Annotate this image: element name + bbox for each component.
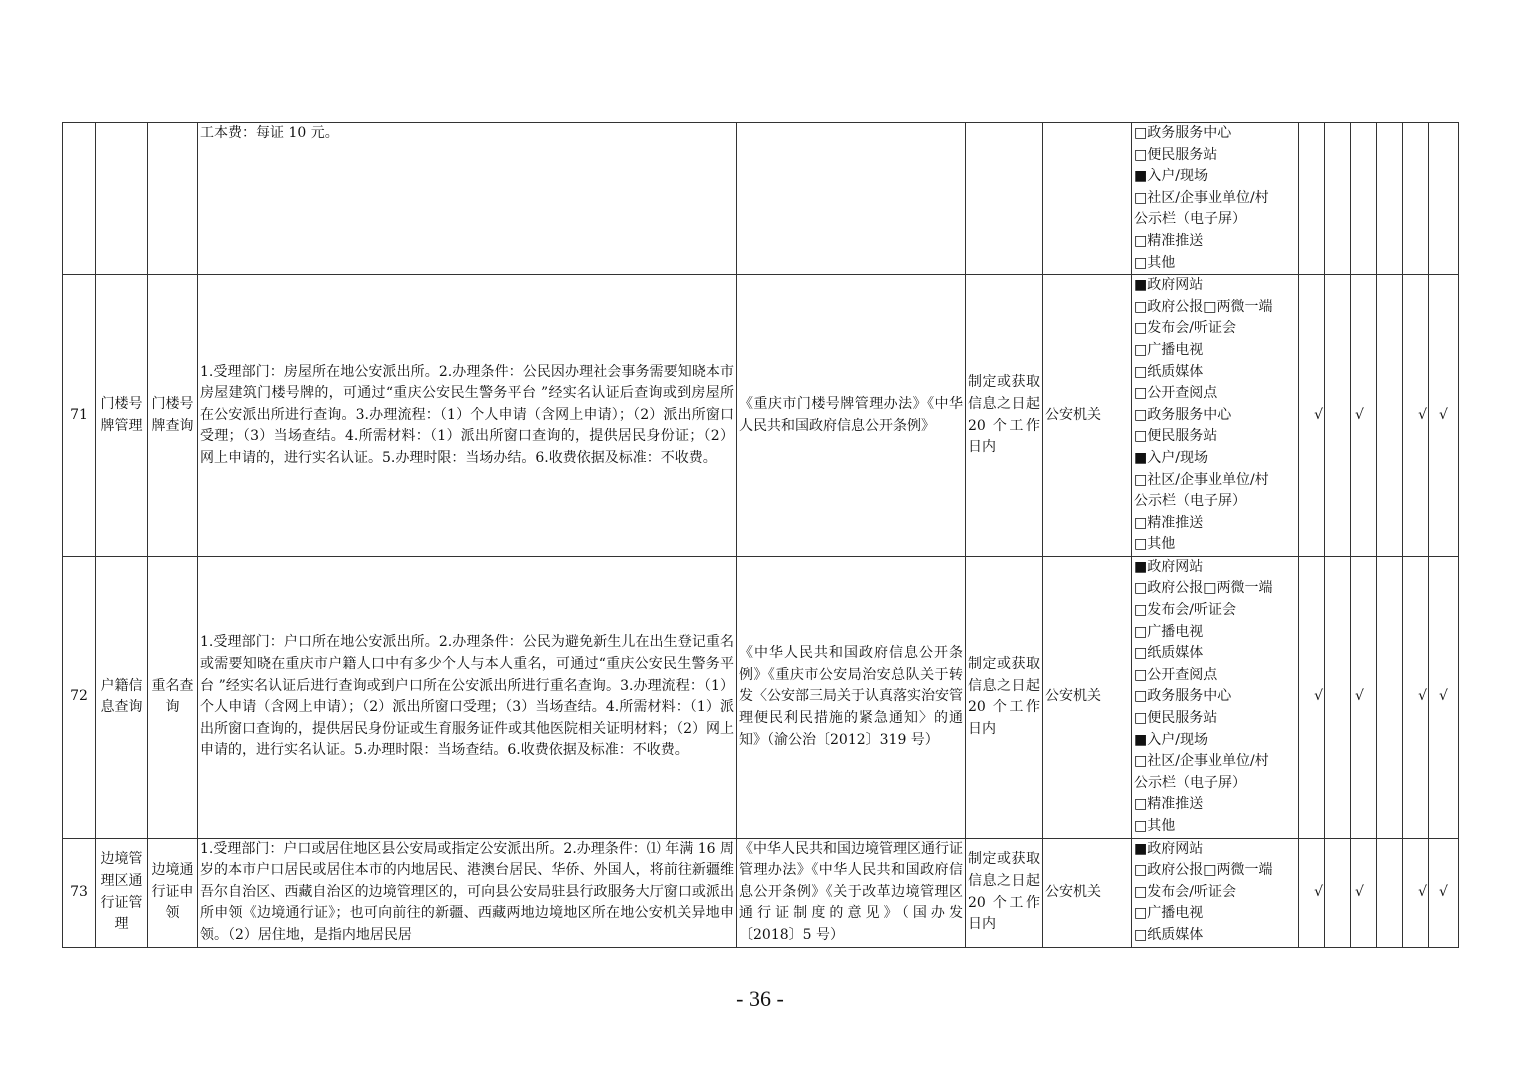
check-mark: √ xyxy=(1299,275,1325,557)
channel-item: ■政府网站 xyxy=(1134,558,1204,575)
disclosure-time-limit xyxy=(966,123,1043,275)
disclosure-subject xyxy=(1043,123,1132,275)
channel-item: 公示栏（电子屏） xyxy=(1134,774,1246,791)
channel-item: □纸质媒体 xyxy=(1134,363,1204,380)
table-row xyxy=(63,838,1459,947)
channel-item: □其他 xyxy=(1134,818,1176,834)
channel-item: □社区/企事业单位/村 xyxy=(1134,753,1269,770)
disclosure-time-limit: 制定或获取信息之日起 20 个工作日内 xyxy=(966,838,1043,947)
sub-item-name xyxy=(148,123,198,275)
channel-item: □便民服务站 xyxy=(1134,146,1218,163)
channel-item: □其他 xyxy=(1134,254,1176,271)
check-mark xyxy=(1351,123,1377,275)
check-mark: √ xyxy=(1351,275,1377,557)
disclosure-time-limit: 制定或获取信息之日起 20 个工作日内 xyxy=(966,556,1043,838)
check-mark: √ xyxy=(1351,556,1377,838)
channel-item: □纸质媒体 xyxy=(1134,926,1204,943)
channel-item: □社区/企事业单位/村 xyxy=(1134,189,1269,206)
channel-item: □便民服务站 xyxy=(1134,428,1218,445)
check-mark: √ xyxy=(1429,838,1459,947)
channel-item: □政府公报□两微一端 xyxy=(1134,862,1273,879)
table-row xyxy=(63,556,1459,838)
channel-item: □广播电视 xyxy=(1134,341,1204,358)
channel-item: □政务服务中心 xyxy=(1134,688,1232,705)
channel-item: □社区/企事业单位/村 xyxy=(1134,471,1269,488)
check-mark: √ xyxy=(1403,275,1429,557)
disclosure-content: 1.受理部门：户口或居住地区县公安局或指定公安派出所。2.办理条件：⑴ 年满 16 周岁的本市户口居民或居住本市的内地居民、港澳台居民、华侨、外国人，将前往新疆维吾尔自治区、西藏自治区的边境管理区的，可向县公安局驻县行政服务大厅窗口或派出所申领《边境通行证》；也可向前往的新疆、西藏两地边境地区所在地公安机关异地申领。（2）居住地，是指内地居民居 xyxy=(198,838,737,947)
channel-item: □政府公报□两微一端 xyxy=(1134,298,1273,315)
disclosure-subject: 公安机关 xyxy=(1043,275,1132,557)
row-number xyxy=(63,123,96,275)
check-mark xyxy=(1325,275,1351,557)
channel-item: □公开查阅点 xyxy=(1134,385,1218,402)
check-mark xyxy=(1299,123,1325,275)
check-mark xyxy=(1325,556,1351,838)
disclosure-table xyxy=(62,122,1459,948)
check-mark: √ xyxy=(1299,838,1325,947)
channel-item: □精准推送 xyxy=(1134,232,1204,249)
item-name: 户籍信息查询 xyxy=(96,556,148,838)
channel-item: □政府公报□两微一端 xyxy=(1134,580,1273,597)
disclosure-basis: 《中华人民共和国边境管理区通行证管理办法》《中华人民共和国政府信息公开条例》《关于改革边境管理区通行证制度的意见》（国办发〔2018〕5 号） xyxy=(737,838,966,947)
channel-item: □广播电视 xyxy=(1134,905,1204,922)
disclosure-channels xyxy=(1132,556,1299,838)
disclosure-subject: 公安机关 xyxy=(1043,838,1132,947)
check-mark: √ xyxy=(1403,556,1429,838)
channel-item: □公开查阅点 xyxy=(1134,666,1218,683)
channel-item: □政务服务中心 xyxy=(1134,406,1232,423)
check-mark xyxy=(1377,123,1403,275)
channel-item: □政务服务中心 xyxy=(1134,125,1232,141)
channel-item: ■入户/现场 xyxy=(1134,731,1208,748)
disclosure-basis: 《重庆市门楼号牌管理办法》《中华人民共和国政府信息公开条例》 xyxy=(737,275,966,557)
channel-item: □精准推送 xyxy=(1134,796,1204,813)
disclosure-content: 1.受理部门：房屋所在地公安派出所。2.办理条件：公民因办理社会事务需要知晓本市房屋建筑门楼号牌的，可通过“重庆公安民生警务平台 ”经实名认证后查询或到房屋所在公安派出所进行查询。3.办理流程：（1）个人申请（含网上申请）；（2）派出所窗口受理；（3）当场查结。4.所需材料：（1）派出所窗口查询的，提供居民身份证；（2）网上申请的，进行实名认证。5.办理时限：当场办结。6.收费依据及标准：不收费。 xyxy=(198,275,737,557)
channel-item: □广播电视 xyxy=(1134,623,1204,640)
disclosure-basis xyxy=(737,123,966,275)
disclosure-content: 1.受理部门：户口所在地公安派出所。2.办理条件：公民为避免新生儿在出生登记重名或需要知晓在重庆市户籍人口中有多少个人与本人重名，可通过“重庆公安民生警务平台 ”经实名认证后进行查询或到户口所在公安派出所进行重名查询。3.办理流程：（1）个人申请（含网上申请）；（2）派出所窗口受理；（3）当场查结。4.所需材料：（1）派出所窗口查询的，提供居民身份证或生育服务证件或其他医院相关证明材料；（2）网上申请的，进行实名认证。5.办理时限：当场查结。6.收费依据及标准：不收费。 xyxy=(198,556,737,838)
channel-item: □纸质媒体 xyxy=(1134,645,1204,662)
disclosure-channels xyxy=(1132,123,1299,275)
item-name: 边境管理区通行证管理 xyxy=(96,838,148,947)
channel-item: 公示栏（电子屏） xyxy=(1134,211,1246,228)
sub-item-name: 重名查询 xyxy=(148,556,198,838)
item-name: 门楼号牌管理 xyxy=(96,275,148,557)
sub-item-name: 边境通行证申领 xyxy=(148,838,198,947)
disclosure-channels xyxy=(1132,275,1299,557)
page-number: - 36 - xyxy=(736,986,784,1011)
check-mark xyxy=(1429,123,1459,275)
row-number: 73 xyxy=(63,838,96,947)
check-mark xyxy=(1325,838,1351,947)
channel-item: □发布会/听证会 xyxy=(1134,883,1236,900)
channel-item: □便民服务站 xyxy=(1134,710,1218,727)
channel-item: ■政府网站 xyxy=(1134,277,1204,294)
check-mark: √ xyxy=(1351,838,1377,947)
channel-item: □发布会/听证会 xyxy=(1134,602,1236,619)
channel-item: □精准推送 xyxy=(1134,514,1204,531)
check-mark: √ xyxy=(1429,556,1459,838)
table-row xyxy=(63,123,1459,275)
check-mark xyxy=(1377,275,1403,557)
sub-item-name: 门楼号牌查询 xyxy=(148,275,198,557)
check-mark: √ xyxy=(1429,275,1459,557)
channel-item: ■入户/现场 xyxy=(1134,168,1208,185)
channel-item: 公示栏（电子屏） xyxy=(1134,493,1246,510)
check-mark xyxy=(1377,556,1403,838)
disclosure-basis: 《中华人民共和国政府信息公开条例》《重庆市公安局治安总队关于转发〈公安部三局关于认真落实治安管理便民利民措施的紧急通知〉的通知》（渝公治〔2012〕319 号） xyxy=(737,556,966,838)
channel-item: ■入户/现场 xyxy=(1134,449,1208,466)
item-name xyxy=(96,123,148,275)
disclosure-content: 工本费：每证 10 元。 xyxy=(198,123,737,275)
disclosure-time-limit: 制定或获取信息之日起 20 个工作日内 xyxy=(966,275,1043,557)
channel-item: ■政府网站 xyxy=(1134,840,1204,857)
check-mark xyxy=(1325,123,1351,275)
check-mark: √ xyxy=(1403,838,1429,947)
channel-item: □其他 xyxy=(1134,536,1176,553)
row-number: 71 xyxy=(63,275,96,557)
row-number: 72 xyxy=(63,556,96,838)
channel-item: □发布会/听证会 xyxy=(1134,320,1236,337)
disclosure-subject: 公安机关 xyxy=(1043,556,1132,838)
check-mark: √ xyxy=(1299,556,1325,838)
check-mark xyxy=(1403,123,1429,275)
check-mark xyxy=(1377,838,1403,947)
table-row xyxy=(63,275,1459,557)
disclosure-channels xyxy=(1132,838,1299,947)
